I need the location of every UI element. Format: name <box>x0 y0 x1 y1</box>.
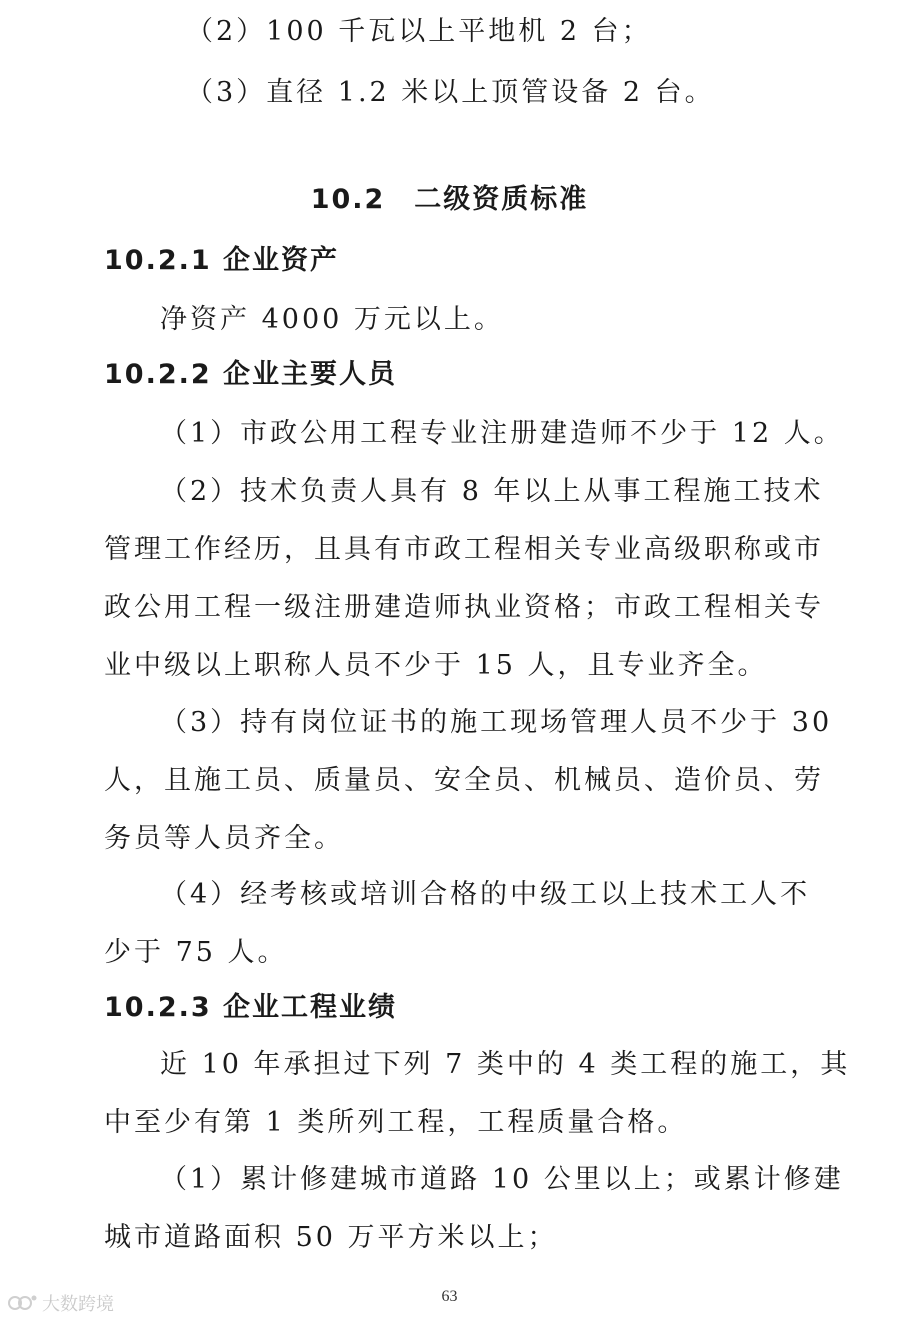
item-2-graders: （2）100 千瓦以上平地机 2 台； <box>186 16 652 47</box>
personnel-item-2-line-3: 政公用工程一级注册建造师执业资格；市政工程相关专 <box>104 592 824 623</box>
watermark <box>8 1290 114 1316</box>
heading-enterprise-assets: 10.2.1 企业资产 <box>104 245 340 276</box>
personnel-item-4-line-2: 少于 75 人。 <box>104 937 288 968</box>
section-title: 10.2 二级资质标准 <box>310 184 589 215</box>
personnel-item-2-line-2: 管理工作经历，且具有市政工程相关专业高级职称或市 <box>104 534 824 565</box>
item-3-pipe-jacking: （3）直径 1.2 米以上顶管设备 2 台。 <box>186 77 715 108</box>
performance-item-1-line-2: 城市道路面积 50 万平方米以上； <box>104 1222 558 1253</box>
performance-item-1-line-1: （1）累计修建城市道路 10 公里以上；或累计修建 <box>160 1164 844 1195</box>
page-number: 63 <box>441 1288 458 1305</box>
performance-intro-line-2: 中至少有第 1 类所列工程，工程质量合格。 <box>104 1107 688 1138</box>
personnel-item-3-line-2: 人，且施工员、质量员、安全员、机械员、造价员、劳 <box>104 765 824 796</box>
personnel-item-3-line-3: 务员等人员齐全。 <box>104 823 344 854</box>
brand-logo-icon <box>8 1293 38 1313</box>
heading-main-personnel: 10.2.2 企业主要人员 <box>104 359 398 390</box>
personnel-item-2-line-1: （2）技术负责人具有 8 年以上从事工程施工技术 <box>160 476 824 507</box>
personnel-item-1: （1）市政公用工程专业注册建造师不少于 12 人。 <box>160 418 844 449</box>
performance-intro-line-1: 近 10 年承担过下列 7 类中的 4 类工程的施工，其 <box>160 1049 851 1080</box>
heading-engineering-performance: 10.2.3 企业工程业绩 <box>104 992 398 1023</box>
watermark-text: 大数跨境 <box>42 1294 114 1315</box>
personnel-item-3-line-1: （3）持有岗位证书的施工现场管理人员不少于 30 <box>160 707 833 738</box>
personnel-item-2-line-4: 业中级以上职称人员不少于 15 人，且专业齐全。 <box>104 650 768 681</box>
net-assets-text: 净资产 4000 万元以上。 <box>160 304 504 335</box>
personnel-item-4-line-1: （4）经考核或培训合格的中级工以上技术工人不 <box>160 879 811 910</box>
